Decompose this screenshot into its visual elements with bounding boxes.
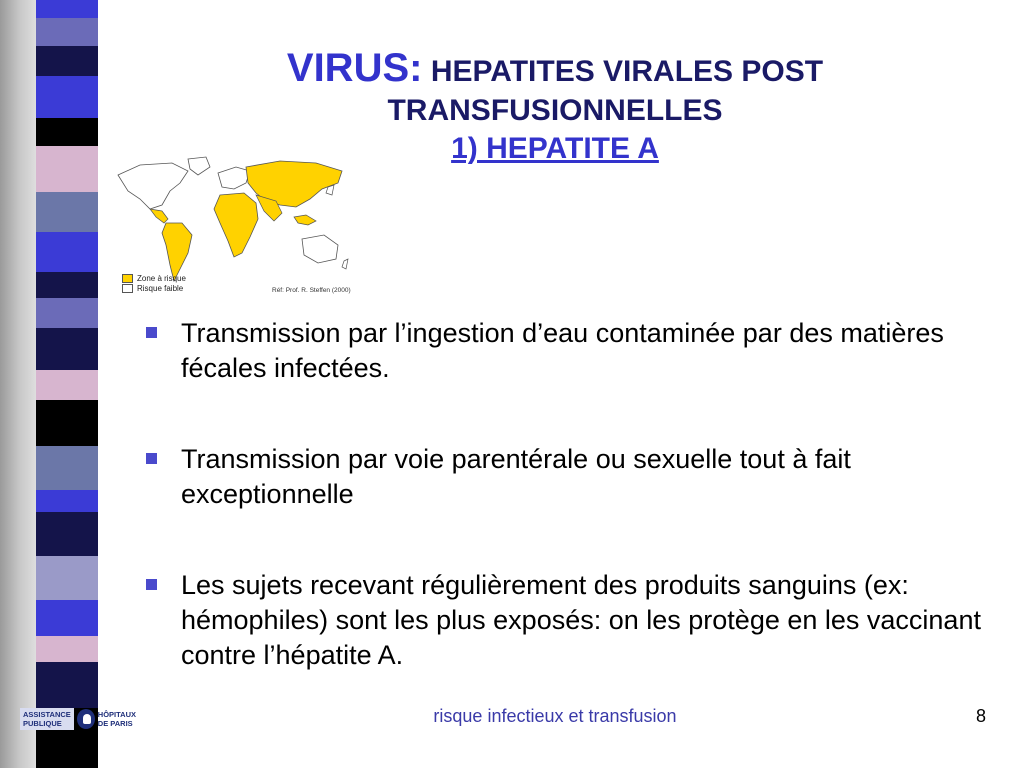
strip-block bbox=[36, 490, 98, 512]
strip-block bbox=[36, 662, 98, 708]
north-america-shape bbox=[118, 163, 188, 209]
strip-block bbox=[36, 0, 98, 18]
title-hepatites: HEPATITES VIRALES POST bbox=[430, 55, 824, 88]
bullet-text: Transmission par l’ingestion d’eau contaminée par des matières fécales infectées. bbox=[181, 318, 944, 383]
strip-block bbox=[36, 556, 98, 600]
map-reference: Réf: Prof. R. Steffen (2000) bbox=[272, 287, 351, 294]
strip-block bbox=[36, 118, 98, 146]
legend-swatch-low bbox=[122, 284, 133, 293]
strip-block bbox=[36, 370, 98, 400]
indonesia-shape bbox=[294, 215, 316, 225]
strip-block bbox=[36, 328, 98, 370]
bullet-square-icon bbox=[146, 453, 157, 464]
africa-shape bbox=[214, 193, 258, 257]
logo-right-line-2: DE PARIS bbox=[97, 719, 133, 728]
page-number: 8 bbox=[976, 706, 987, 726]
strip-block bbox=[36, 76, 98, 118]
title-virus: VIRUS: bbox=[286, 46, 423, 90]
title-line-2: TRANSFUSIONNELLES bbox=[387, 94, 723, 127]
aphp-logo bbox=[20, 705, 136, 733]
strip-block bbox=[36, 400, 98, 446]
footer-text: risque infectieux et transfusion bbox=[433, 706, 677, 726]
world-map-image bbox=[110, 153, 354, 300]
legend-label-risk: Zone à risque bbox=[137, 274, 186, 283]
bullet-text: Transmission par voie parentérale ou sexuelle tout à fait exceptionnelle bbox=[181, 444, 851, 509]
slide-title bbox=[110, 48, 1000, 168]
strip-block bbox=[36, 446, 98, 490]
australia-shape bbox=[302, 235, 338, 263]
europe-shape bbox=[218, 167, 250, 189]
logo-left-line-2: PUBLIQUE bbox=[23, 719, 62, 728]
legend-swatch-risk bbox=[122, 274, 133, 283]
logo-left-line-1: ASSISTANCE bbox=[23, 710, 71, 719]
logo-right-line-1: HÔPITAUX bbox=[97, 710, 136, 719]
strip-block bbox=[36, 298, 98, 328]
greenland-shape bbox=[188, 157, 210, 175]
title-subtitle: 1) HEPATITE A bbox=[451, 132, 659, 165]
strip-block bbox=[36, 600, 98, 636]
legend-risk-zone bbox=[122, 274, 186, 283]
legend-label-low: Risque faible bbox=[137, 284, 184, 293]
new-zealand-shape bbox=[342, 259, 348, 269]
strip-block bbox=[36, 18, 98, 46]
title-line-1 bbox=[110, 48, 1000, 92]
south-america-shape bbox=[162, 223, 192, 281]
strip-block bbox=[36, 636, 98, 662]
logo-left-text bbox=[20, 708, 74, 730]
central-america-shape bbox=[150, 209, 168, 223]
strip-block bbox=[36, 146, 98, 192]
logo-emblem-icon bbox=[77, 709, 95, 729]
bullet-square-icon bbox=[146, 327, 157, 338]
decorative-block-strip bbox=[36, 0, 98, 768]
strip-block bbox=[36, 512, 98, 556]
strip-block bbox=[36, 46, 98, 76]
legend-low-risk bbox=[122, 284, 183, 293]
bullet-square-icon bbox=[146, 579, 157, 590]
strip-block bbox=[36, 192, 98, 232]
logo-right-text bbox=[98, 710, 136, 728]
strip-block bbox=[36, 272, 98, 298]
bullet-text: Les sujets recevant régulièrement des produits sanguins (ex: hémophiles) sont les plus exposés: on les protège en les vaccinant contre l’hépatite A. bbox=[181, 570, 981, 670]
strip-block bbox=[36, 232, 98, 272]
